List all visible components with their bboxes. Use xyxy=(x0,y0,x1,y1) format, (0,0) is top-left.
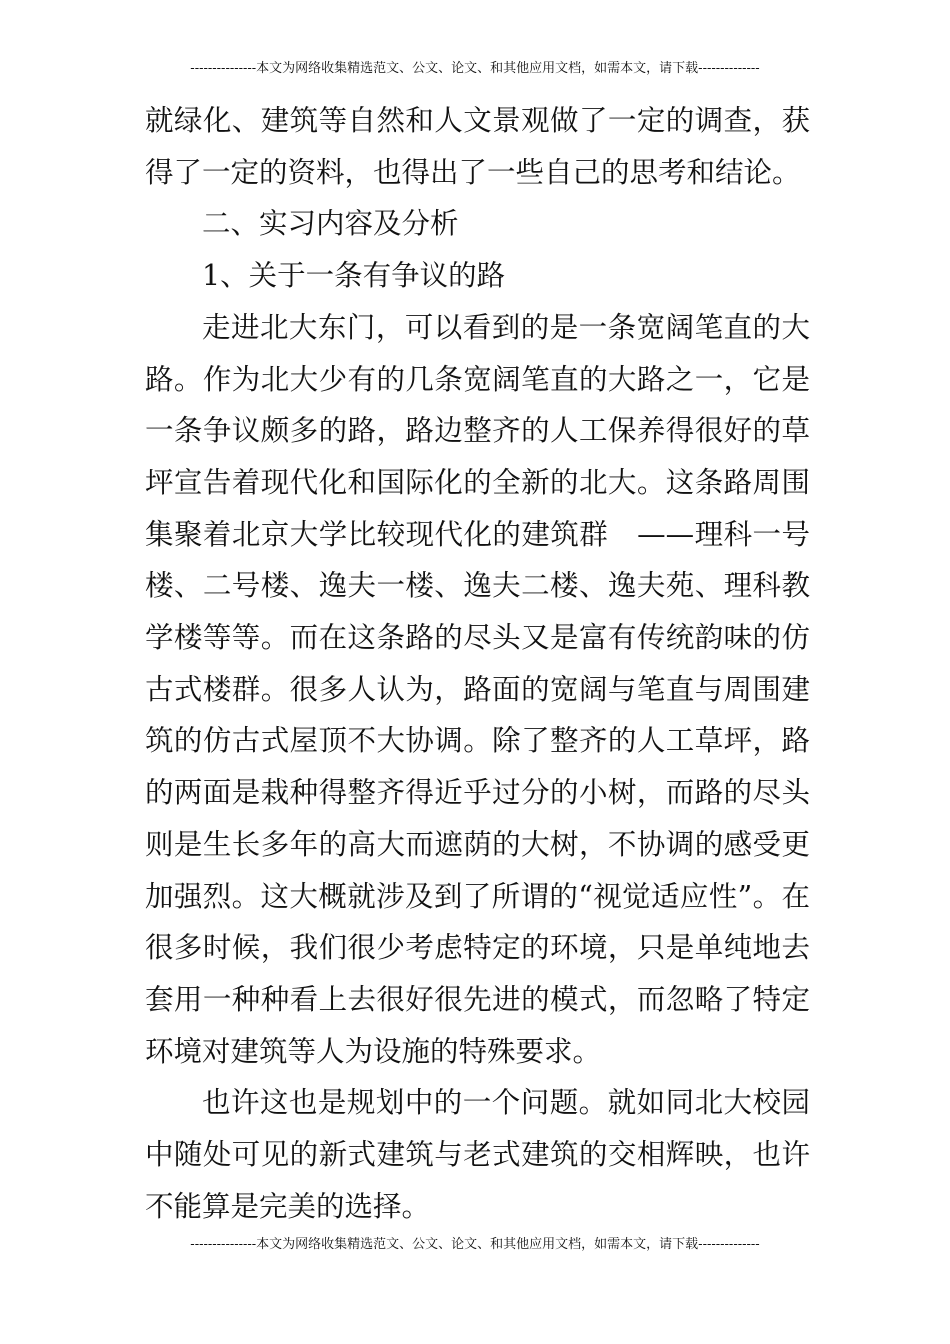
section-heading: 二、实习内容及分析 xyxy=(202,207,459,241)
paragraph-planning-note: 也许这也是规划中的一个问题。就如同北大校园中随处可见的新式建筑与老式建筑的交相辉映，也许不能算是完美的选择。 xyxy=(145,1086,810,1223)
header-notice: ---------------本文为网络收集精选范文、公文、论文、和其他应用文档，如需本文，请下载-------------- xyxy=(190,61,760,76)
footer-notice: ---------------本文为网络收集精选范文、公文、论文、和其他应用文档，如需本文，请下载-------------- xyxy=(190,1237,760,1252)
subsection-heading: 1、关于一条有争议的路 xyxy=(202,259,506,293)
paragraph-road-analysis: 走进北大东门，可以看到的是一条宽阔笔直的大路。作为北大少有的几条宽阔笔直的大路之一，它是一条争议颇多的路，路边整齐的人工保养得很好的草坪宣告着现代化和国际化的全新的北大。这条路周围集聚着北京大学比较现代化的建筑群 ——理科一号楼、二号楼、逸夫一楼、逸夫二楼、逸夫苑、理科教学楼等等。而在这条路的尽头又是富有传统韵味的仿古式楼群。很多人认为，路面的宽阔与笔直与周围建筑的仿古式屋顶不大协调。除了整齐的人工草坪，路的两面是栽种得整齐得近乎过分的小树，而路的尽头则是生长多年的高大而遮荫的大树，不协调的感受更加强烈。这大概就涉及到了所谓的“视觉适应性”。在很多时候，我们很少考虑特定的环境，只是单纯地去套用一种种看上去很好很先进的模式，而忽略了特定环境对建筑等人为设施的特殊要求。 xyxy=(145,310,810,1068)
paragraph-intro-continuation: 就绿化、建筑等自然和人文景观做了一定的调查，获得了一定的资料，也得出了一些自己的思考和结论。 xyxy=(145,104,810,189)
document-body xyxy=(145,95,810,1232)
